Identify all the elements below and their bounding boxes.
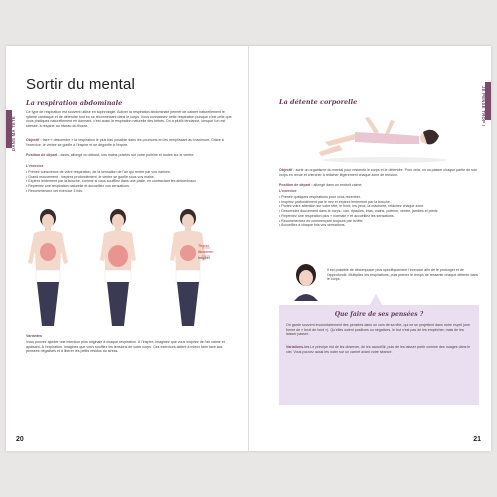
left-side-tab: DANS MA TÊTE — [11, 116, 16, 151]
left-exercise-label: L'exercice — [26, 164, 44, 168]
figure-woman-3 — [170, 209, 210, 326]
left-objective — [26, 138, 236, 147]
left-objective-label: Objectif : — [26, 138, 42, 142]
left-subtitle: La respiration abdominale — [26, 99, 123, 107]
right-start — [279, 183, 479, 188]
step-item: • Recommencez en commençant toujours par la tête. — [279, 218, 364, 223]
figure-woman-2 — [100, 209, 136, 326]
left-start — [26, 153, 236, 158]
left-page — [6, 46, 248, 451]
step-item: • Expirez lentement par la bouche, comme si vous souffliez dans une paille, en contractant les abdominaux. — [26, 179, 197, 184]
figure-woman-1 — [28, 209, 68, 326]
step-item: • Prenez quelques respirations pour vous recentrer. — [279, 195, 361, 199]
right-objective — [279, 168, 479, 177]
left-start-text: assis, allongé ou debout, vos mains posées sur votre poitrine et toutes sur le ventre. — [60, 153, 195, 157]
left-intro: Ce type de respiration est souvent utilisé en sophrologie. Activer la respiration abdominale permet de calmer naturellement le rythme cardiaque et de détendre tout en se reconnectant dans le corps. Vous connaissez cette respiration puisque c'est celle que vous pratiquez naturellement en dormant, c'est aussi la respiration naturelle des bébés. On a plutôt tendance, lorsque l'on est stressé, à respirer au niveau du thorax. — [26, 110, 232, 129]
thoughts-box-text-2-body: Le principe est de les observer, de les accueillir, puis de les laisser partir comme des nuages dans le ciel. Vous pouvez aussi les noter sur un carnet avant votre séance. — [286, 345, 471, 354]
step-item: • Descendez doucement dans le corps : cou, épaules, bras, mains, poitrine, ventre, jambes et pieds. — [279, 209, 439, 214]
label-inspirer: Inspirer — [198, 256, 210, 260]
step-item: • Accueillez à chaque fois vos sensations. — [279, 223, 346, 228]
right-side-tab: JE PENSE TROP ! — [481, 86, 486, 127]
lying-woman-illustration — [315, 112, 455, 164]
breathing-figures-illustration — [20, 208, 230, 328]
thoughts-box — [279, 305, 479, 405]
right-start-label: Position de départ : — [279, 183, 313, 187]
right-page-number: 21 — [473, 436, 481, 443]
left-steps — [26, 170, 236, 194]
thoughts-box-title: Que faire de ses pensées ? — [334, 311, 424, 318]
right-exercise-label: L'exercice — [279, 189, 297, 193]
book-spread — [6, 46, 491, 451]
step-item: • Recommencez cet exercice 3 fois. — [26, 188, 83, 193]
variants-text: Vous pouvez ajouter une intention plus originale à chaque respiration. À l'inspire, imaginez que vous inspirez de l'air calme et apaisant. À l'expiration, imaginez que vous soufflez les tensions de votre corps. Ces exercices aident à mieux faire face aux pensées négatives et à libérer les petits résidus du stress. — [26, 340, 225, 354]
step-item: • Portez votre attention sur votre tête, le front, les yeux, la mâchoire, relâchez chaque zone. — [279, 204, 425, 209]
right-note: Il est possible de décomposer plus spécifiquement l'exercice afin de le prolonger et de l'approfondir. Multipliez les respirations, puis prenez le temps de ressentir chaque détente dans le corps. — [327, 268, 479, 282]
right-steps — [279, 195, 479, 228]
step-item: • Prenez conscience de votre respiration, de la sensation de l'air qui rentre par vos narines. — [26, 170, 171, 174]
right-page — [249, 46, 491, 451]
right-start-text: allongé dans un endroit calme. — [313, 183, 363, 187]
left-start-label: Position de départ : — [26, 153, 60, 157]
author-avatar — [291, 263, 321, 301]
label-thorax: Thorax — [198, 244, 210, 248]
step-item: • Grand mouvement : inspirez profondément, le ventre se gonfle sous vos mains. — [26, 174, 155, 179]
left-objective-text: faire « descendre » la respiration le plus bas possible dans les poumons en les remplissant au maximum. Grâce à l'exercice, le ventre se gonfle à l'inspire et se dégonfle à l'expire. — [26, 138, 224, 147]
right-objective-label: Objectif : — [279, 168, 295, 172]
page-title: Sortir du mental — [26, 76, 136, 93]
right-subtitle: La détente corporelle — [279, 98, 358, 106]
thoughts-box-text-2 — [286, 345, 472, 354]
step-item: • Reprenez une respiration naturelle et accueillez vos sensations. — [26, 184, 130, 189]
step-item: • Reprenez une respiration plus « normale » et accueillez les sensations. — [279, 213, 395, 218]
label-abdomen: Abdomen — [198, 250, 214, 254]
thoughts-box-label: Variations-les — [286, 345, 310, 349]
right-objective-text: sortir un organisme du mental pour ressentir le corps et le détendre. Pour cela, on va passer chaque partie de son corps en revue et chercher à relâcher légèrement chaque zone de tension. — [279, 168, 477, 177]
figure-labels — [198, 243, 213, 261]
left-page-number: 20 — [16, 436, 24, 443]
variants-label: Variantes — [26, 334, 42, 338]
thoughts-box-text-1: On garde souvent involontairement des pensées dans un coin de sa tête, qui ne se projettent dans notre esprit (une forme de « bruit de fond »). Qu'elles soient positives ou négatives, le but n'est pas de les empêcher, mais de les laisser passer. — [286, 323, 470, 337]
step-item: • Inspirez profondément par le nez et expirez lentement par la bouche. — [279, 199, 391, 204]
